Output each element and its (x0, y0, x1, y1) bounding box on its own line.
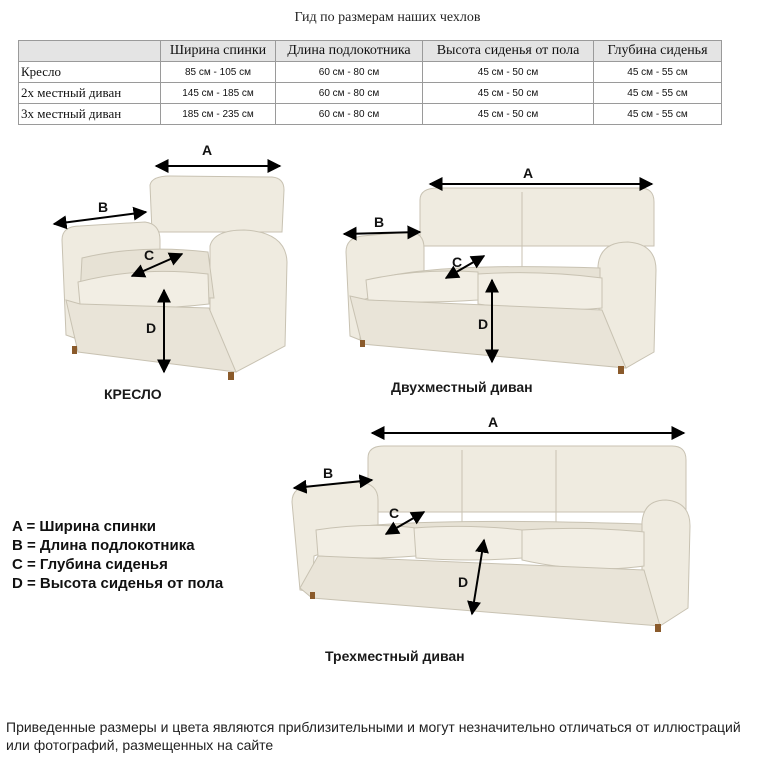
row-name: 2х местный диван (19, 83, 161, 104)
row-name: Кресло (19, 62, 161, 83)
label-b: B (374, 214, 385, 230)
table-cell: 60 см - 80 см (276, 83, 423, 104)
table-cell: 45 см - 55 см (594, 104, 722, 125)
table-cell: 60 см - 80 см (276, 62, 423, 83)
label-c: C (144, 247, 155, 263)
column-header: Длина подлокотника (276, 41, 423, 62)
label-d: D (458, 574, 469, 590)
sofa3-illustration (292, 446, 690, 632)
legend-item: D = Высота сиденья от пола (12, 575, 224, 592)
table-cell: 45 см - 50 см (423, 104, 594, 125)
label-b: B (98, 199, 109, 215)
column-header: Глубина сиденья (594, 41, 722, 62)
label-a: A (202, 142, 213, 158)
table-cell: 45 см - 50 см (423, 62, 594, 83)
table-cell: 85 см - 105 см (161, 62, 276, 83)
caption-sofa3: Трехместный диван (325, 648, 465, 664)
label-c: C (452, 254, 463, 270)
sofa2-illustration (346, 188, 656, 374)
column-header: Высота сиденья от пола (423, 41, 594, 62)
legend-item: A = Ширина спинки (12, 518, 157, 535)
table-cell: 185 см - 235 см (161, 104, 276, 125)
caption-armchair: КРЕСЛО (104, 386, 162, 402)
caption-sofa2: Двухместный диван (391, 379, 533, 395)
label-b: B (323, 465, 334, 481)
table-cell: 45 см - 50 см (423, 83, 594, 104)
table-cell: 45 см - 55 см (594, 62, 722, 83)
legend-item: B = Длина подлокотника (12, 537, 195, 554)
label-a: A (488, 414, 499, 430)
page-title: Гид по размерам наших чехлов (294, 10, 481, 25)
label-d: D (478, 316, 489, 332)
label-a: A (523, 165, 534, 181)
table-cell: 45 см - 55 см (594, 83, 722, 104)
table-cell: 145 см - 185 см (161, 83, 276, 104)
disclaimer-text: Приведенные размеры и цвета являются приблизительными и могут незначительно отличаться от иллюстраций или фотографий, размещенных на сайте (6, 719, 741, 753)
dimension-legend (12, 517, 223, 593)
label-c: C (389, 505, 400, 521)
legend-item: C = Глубина сиденья (12, 556, 168, 573)
label-d: D (146, 320, 157, 336)
table-cell: 60 см - 80 см (276, 104, 423, 125)
armchair-illustration (62, 176, 287, 380)
column-header: Ширина спинки (161, 41, 276, 62)
row-name: 3х местный диван (19, 104, 161, 125)
